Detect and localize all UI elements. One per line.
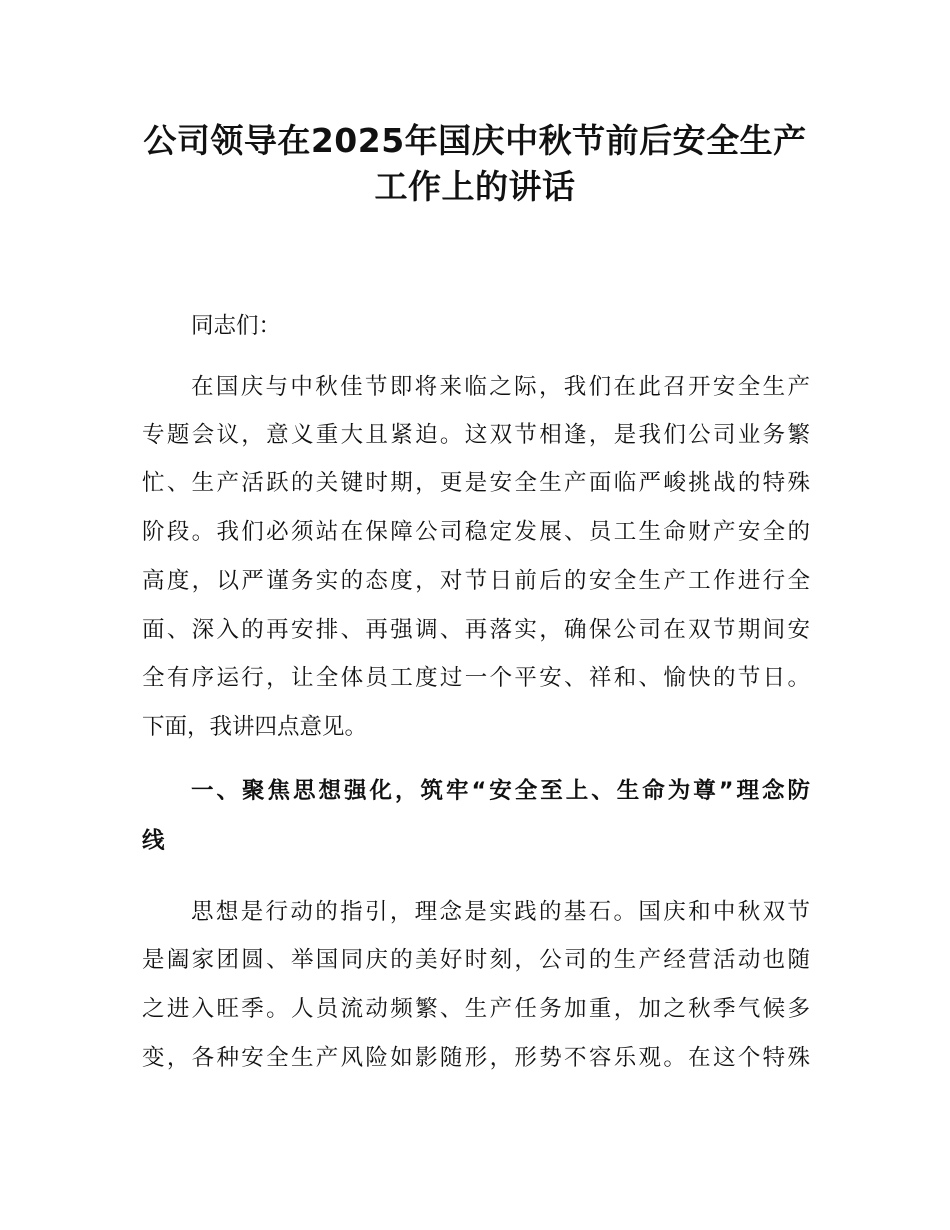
- paragraph-1-line: 忙、生产活跃的关键时期，更是安全生产面临严峻挑战的特殊: [142, 470, 810, 496]
- paragraph-1-line: 全有序运行，让全体员工度过一个平安、祥和、愉快的节日。: [142, 665, 810, 691]
- paragraph-2-line: 是阖家团圆、举国同庆的美好时刻，公司的生产经营活动也随: [142, 947, 810, 973]
- paragraph-2-line: 之进入旺季。人员流动频繁、生产任务加重，加之秋季气候多: [142, 996, 810, 1022]
- paragraph-1-line: 专题会议，意义重大且紧迫。这双节相逢，是我们公司业务繁: [142, 422, 810, 448]
- section-heading-1-line: 一、聚焦思想强化，筑牢“安全至上、生命为尊”理念防: [191, 778, 810, 804]
- paragraph-1-line: 面、深入的再安排、再强调、再落实，确保公司在双节期间安: [142, 617, 810, 643]
- paragraph-1-line: 下面，我讲四点意见。: [142, 714, 368, 740]
- document-title-line-1: 公司领导在2025年国庆中秋节前后安全生产: [143, 121, 807, 160]
- paragraph-2-line: 思想是行动的指引，理念是实践的基石。国庆和中秋双节: [191, 899, 810, 925]
- paragraph-1-line: 高度，以严谨务实的态度，对节日前后的安全生产工作进行全: [142, 568, 810, 594]
- paragraph-2-line: 变，各种安全生产风险如影随形，形势不容乐观。在这个特殊: [142, 1045, 810, 1071]
- paragraph-1-line: 在国庆与中秋佳节即将来临之际，我们在此召开安全生产: [191, 374, 810, 400]
- paragraph-1-line: 阶段。我们必须站在保障公司稳定发展、员工生命财产安全的: [142, 519, 810, 545]
- document-title-line-2: 工作上的讲话: [374, 167, 576, 206]
- section-heading-1-line: 线: [142, 828, 165, 854]
- salutation: 同志们：: [191, 313, 282, 339]
